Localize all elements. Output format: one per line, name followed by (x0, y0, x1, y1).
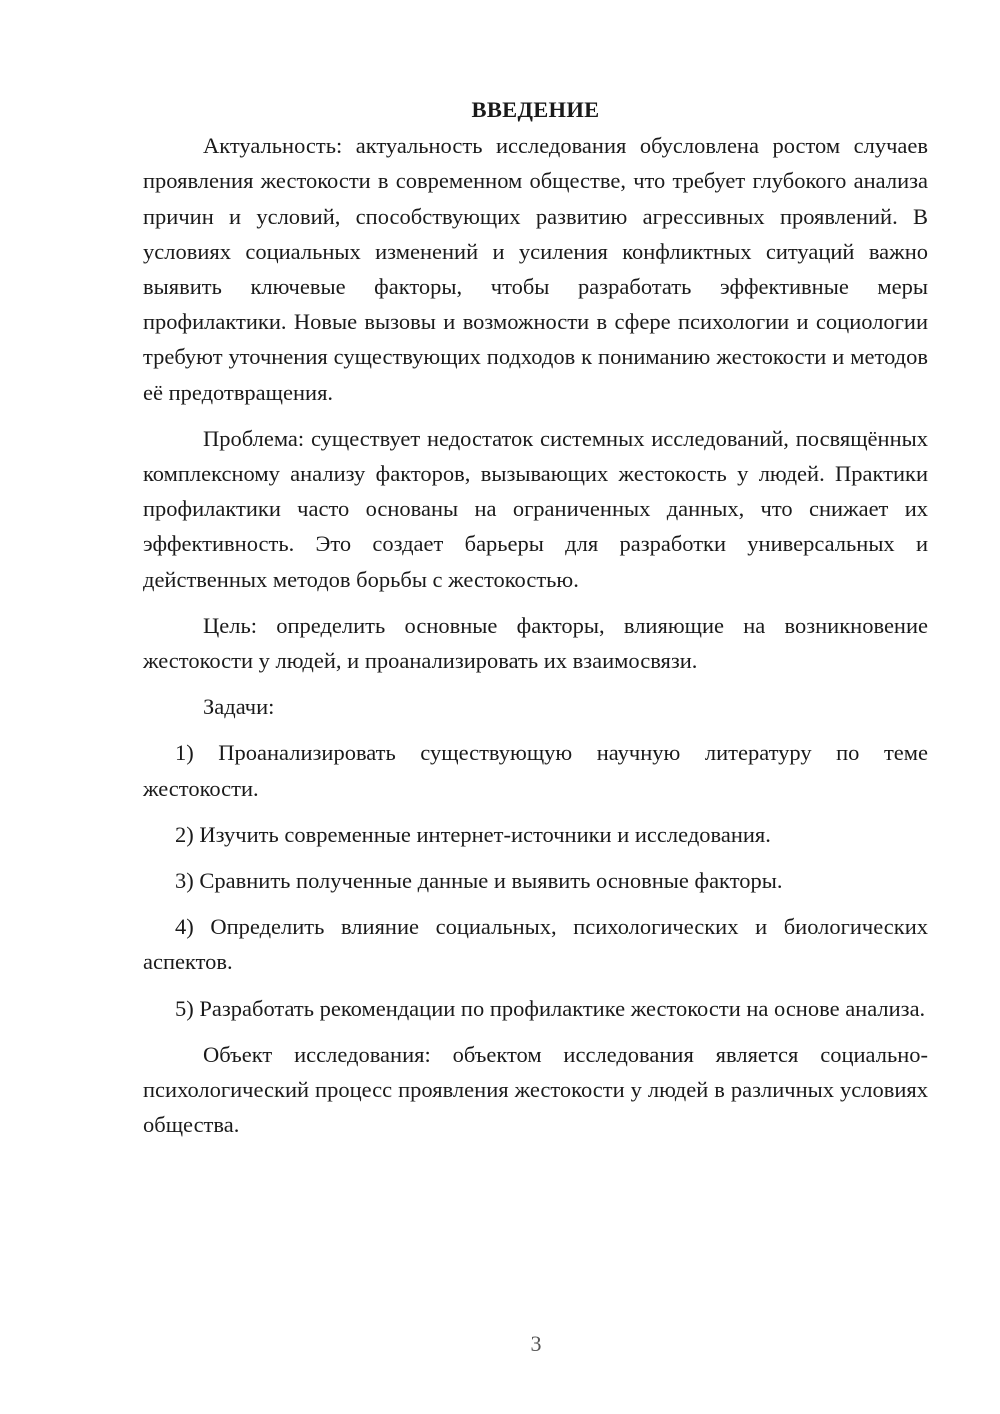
task-item-4: 4) Определить влияние социальных, психологических и биологических аспектов. (143, 914, 928, 975)
paragraph-goal: Цель: определить основные факторы, влияющие на возникновение жестокости у людей, и проанализировать их взаимосвязи. (143, 612, 928, 674)
paragraph-relevance: Актуальность: актуальность исследования обусловлена ростом случаев проявления жестокости в современном обществе, что требует глубокого анализа причин и условий, способствующих развитию агрессивных проявлений. В условиях социальных изменений и усиления конфликтных ситуаций важно выявить ключевые факторы, чтобы разработать эффективные меры профилактики. Новые вызовы и возможности в сфере психологии и социологии требуют уточнения существующих подходов к пониманию жестокости и методов её предотвращения. (143, 133, 928, 405)
tasks-heading: Задачи: (203, 694, 275, 720)
page-number: 3 (530, 1331, 542, 1356)
task-item-1: 1) Проанализировать существующую научную литературу по теме жестокости. (143, 740, 928, 801)
task-item-5: 5) Разработать рекомендации по профилактике жестокости на основе анализа. (175, 995, 926, 1021)
paragraph-problem: Проблема: существует недостаток системных исследований, посвящённых комплексному анализу факторов, вызывающих жестокость у людей. Практики профилактики часто основаны на ограниченных данных, что снижает их эффективность. Это создает барьеры для разработки универсальных и действенных методов борьбы с жестокостью. (143, 425, 928, 592)
document-body (143, 92, 928, 1153)
section-title: ВВЕДЕНИЕ (471, 97, 600, 122)
task-item-3: 3) Сравнить полученные данные и выявить основные факторы. (175, 868, 783, 894)
task-item-2: 2) Изучить современные интернет-источники и исследования. (175, 821, 771, 847)
paragraph-object: Объект исследования: объектом исследования является социально-психологический процесс проявления жестокости у людей в различных условиях общества. (143, 1041, 928, 1138)
